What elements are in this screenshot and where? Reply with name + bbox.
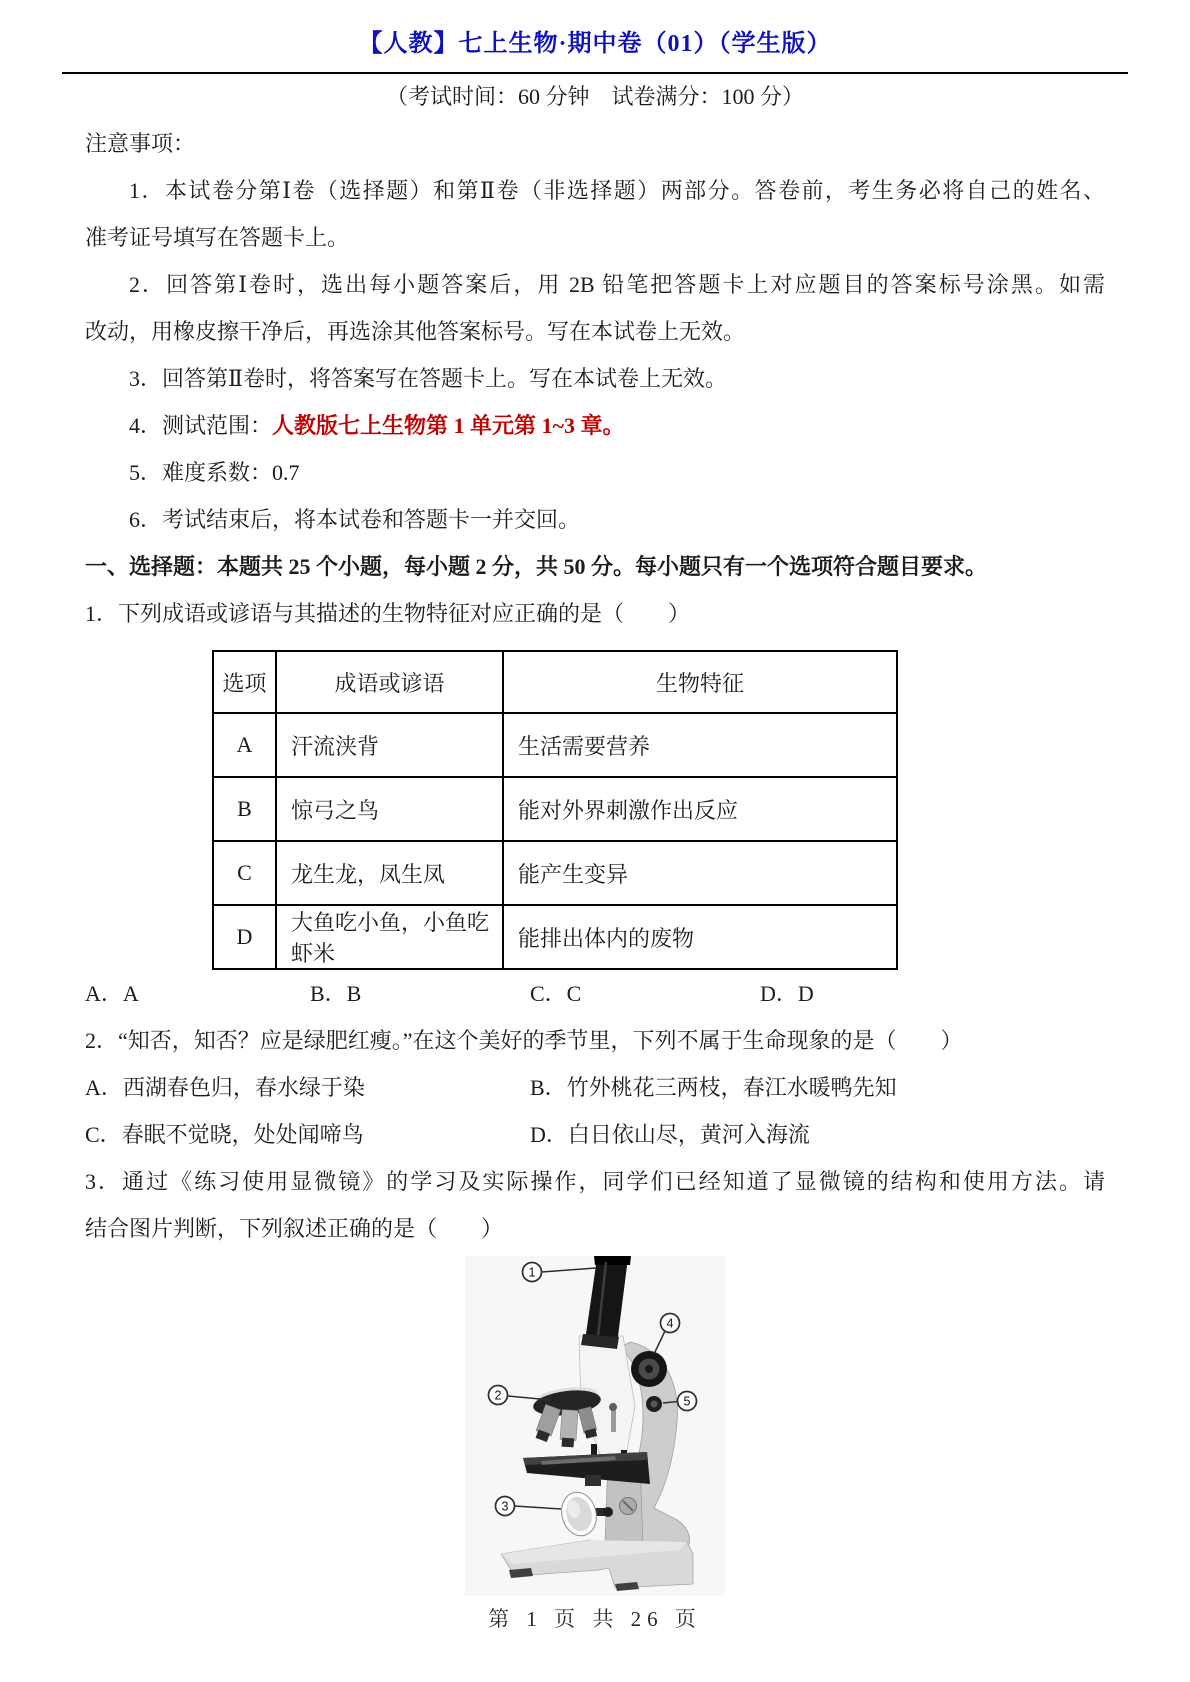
q1-row-b-feature: 能对外界刺激作出反应: [503, 777, 897, 841]
q1-option-c: C．C: [530, 981, 582, 1006]
question-3-line-1: 3．通过《练习使用显微镜》的学习及实际操作，同学们已经知道了显微镜的结构和使用方法。请: [85, 1169, 1105, 1194]
eyepiece-cap: [594, 1256, 631, 1265]
notice-item-1-line-1: 1．本试卷分第Ⅰ卷（选择题）和第Ⅱ卷（非选择题）两部分。答卷前，考生务必将自己的姓名、: [129, 178, 1105, 203]
page-number: 第 1 页 共 26 页: [488, 1607, 702, 1631]
page-header: [85, 24, 1105, 120]
q1-table-header-row: [213, 651, 897, 713]
notice-heading: 注意事项：: [85, 131, 196, 156]
q1-option-b: B．B: [310, 981, 362, 1006]
question-2: [85, 1017, 1105, 1158]
figure-label-3-text: 3: [501, 1499, 509, 1514]
q2-options: [85, 1064, 1105, 1158]
q1-row-d-feature: 能排出体内的废物: [503, 905, 897, 969]
figure-label-1-text: 1: [528, 1265, 536, 1280]
page-title: 【人教】七上生物·期中卷（01）（学生版）: [358, 31, 832, 57]
notice-item-3: 3．回答第Ⅱ卷时，将答案写在答题卡上。写在本试卷上无效。: [129, 366, 727, 391]
q1-row-c-option: C: [213, 841, 276, 905]
q1-row-b-option: B: [213, 777, 276, 841]
fine-focus-knob: [646, 1396, 662, 1412]
microscope-figure: [465, 1256, 725, 1596]
test-scope-highlight: 人教版七上生物第 1 单元第 1~3 章。: [272, 413, 625, 438]
stage-clip-rod: [611, 1408, 616, 1432]
q2-option-c: C．春眠不觉晓，处处闻啼鸟: [85, 1122, 364, 1147]
clip-bolt: [609, 1403, 617, 1411]
section-1-heading: 一、选择题：本题共 25 个小题，每小题 2 分，共 50 分。每小题只有一个选项符合题目要求。: [85, 554, 988, 579]
q2-option-d: D．白日依山尽，黄河入海流: [530, 1122, 810, 1147]
question-1: [85, 590, 1105, 1017]
q1-row-c-feature: 能产生变异: [503, 841, 897, 905]
exam-meta: （考试时间：60 分钟 试卷满分：100 分）: [385, 84, 804, 109]
microscope-illustration: [465, 1256, 725, 1596]
q1-row-d-idiom: 大鱼吃小鱼，小鱼吃虾米: [276, 905, 503, 969]
figure-label-4-text: 4: [666, 1316, 674, 1331]
q2-option-b: B．竹外桃花三两枝，春江水暖鸭先知: [530, 1075, 897, 1100]
figure-label-2-text: 2: [494, 1388, 502, 1403]
question-3: [85, 1158, 1105, 1596]
q2-option-a: A．西湖春色归，春水绿于染: [85, 1075, 365, 1100]
figure-label-5-text: 5: [683, 1394, 691, 1409]
table-row: [213, 841, 897, 905]
q1-table: [212, 650, 898, 970]
q1-options: [85, 970, 1105, 1017]
q1-table-header-option: 选项: [213, 651, 276, 713]
q1-row-a-idiom: 汗流浃背: [276, 713, 503, 777]
q1-option-a: A．A: [85, 981, 139, 1006]
notice-item-4: [85, 402, 1105, 449]
q1-row-a-feature: 生活需要营养: [503, 713, 897, 777]
notice-item-1: [85, 167, 1105, 261]
table-row: [213, 905, 897, 969]
notice-item-2: [85, 261, 1105, 355]
notice-item-6: 6．考试结束后，将本试卷和答题卡一并交回。: [129, 507, 581, 532]
q1-row-b-idiom: 惊弓之鸟: [276, 777, 503, 841]
question-1-text: 1．下列成语或谚语与其描述的生物特征对应正确的是（ ）: [85, 601, 691, 626]
notice-item-1-line-2: 准考证号填写在答题卡上。: [85, 225, 350, 250]
notice-item-2-line-1: 2．回答第Ⅰ卷时，选出每小题答案后，用 2B 铅笔把答题卡上对应题目的答案标号涂黑。如需: [129, 272, 1105, 297]
table-row: [213, 777, 897, 841]
q1-row-d-option: D: [213, 905, 276, 969]
question-3-line-2: 结合图片判断，下列叙述正确的是（ ）: [85, 1216, 504, 1241]
page-footer: [85, 1604, 1105, 1634]
figure-label-5-fine-knob: [678, 1392, 697, 1411]
q1-table-header-feature: 生物特征: [503, 651, 897, 713]
q1-row-a-option: A: [213, 713, 276, 777]
notice-item-2-line-2: 改动，用橡皮擦干净后，再选涂其他答案标号。写在本试卷上无效。: [85, 319, 746, 344]
question-2-text: 2．“知否，知否？应是绿肥红瘦。”在这个美好的季节里，下列不属于生命现象的是（ ）: [85, 1028, 963, 1053]
figure-label-2-objectives: [489, 1386, 508, 1405]
notice-item-4-prefix: 4．测试范围：: [129, 413, 273, 438]
figure-label-3-mirror: [496, 1497, 515, 1516]
notice-section: [85, 120, 1105, 543]
q1-option-d: D．D: [760, 981, 814, 1006]
figure-label-4-coarse-knob: [661, 1314, 680, 1333]
figure-label-1-eyepiece: [523, 1263, 542, 1282]
q1-table-header-idiom: 成语或谚语: [276, 651, 503, 713]
coarse-focus-knob: [631, 1351, 667, 1387]
table-row: [213, 713, 897, 777]
notice-item-5: 5．难度系数：0.7: [129, 460, 300, 485]
q1-row-c-idiom: 龙生龙，凤生凤: [276, 841, 503, 905]
